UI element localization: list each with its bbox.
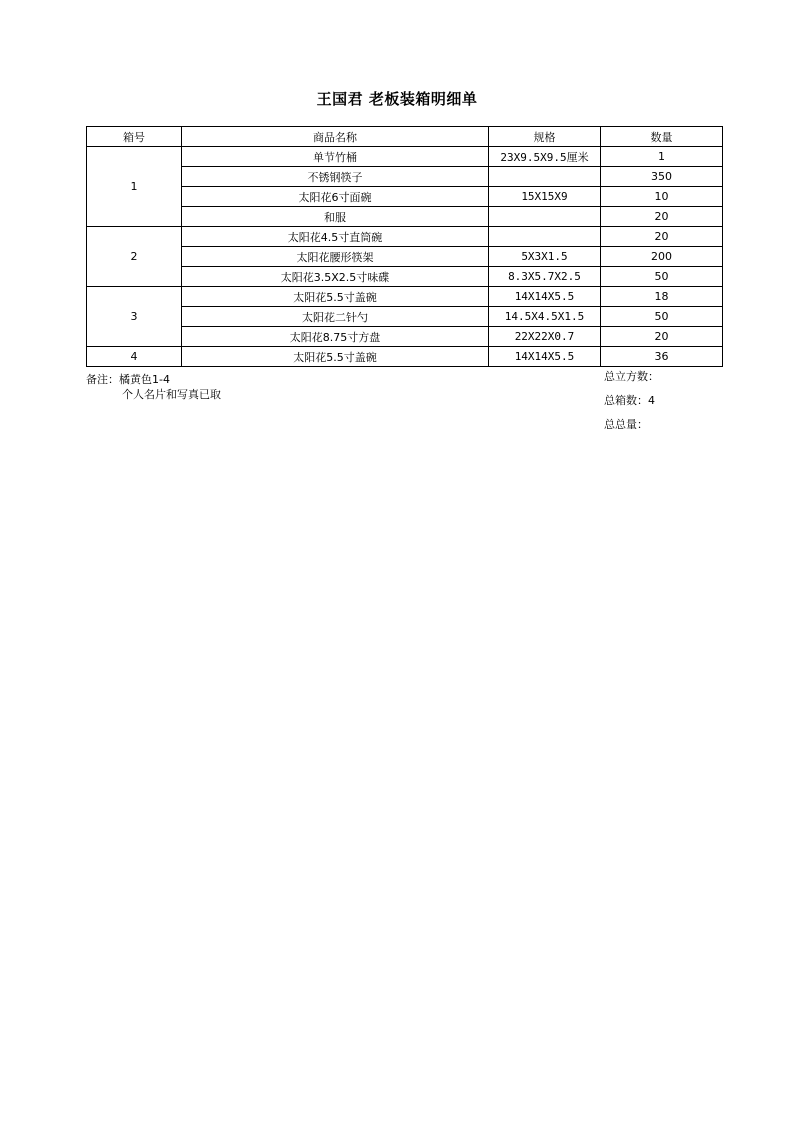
product-name-cell: 太阳花5.5寸盖碗: [182, 287, 489, 307]
table-row: [87, 247, 723, 267]
table-row: [87, 267, 723, 287]
spec-cell: 22X22X0.7: [489, 327, 601, 347]
table-header-row: [87, 127, 723, 147]
total-boxes: 总箱数：4: [604, 394, 655, 407]
product-name-cell: 太阳花5.5寸盖碗: [182, 347, 489, 367]
total-weight: 总总量：: [604, 418, 648, 431]
totals: [604, 370, 659, 442]
notes: [86, 372, 221, 402]
box-number-cell: 1: [87, 147, 182, 227]
product-name-cell: 和服: [182, 207, 489, 227]
product-name-cell: 太阳花6寸面碗: [182, 187, 489, 207]
quantity-cell: 50: [601, 267, 723, 287]
table-row: [87, 327, 723, 347]
quantity-cell: 200: [601, 247, 723, 267]
product-name-cell: 太阳花3.5X2.5寸味碟: [182, 267, 489, 287]
spec-cell: 14X14X5.5: [489, 287, 601, 307]
spec-cell: [489, 227, 601, 247]
quantity-cell: 20: [601, 327, 723, 347]
box-number-cell: 2: [87, 227, 182, 287]
table-row: [87, 167, 723, 187]
spec-cell: 5X3X1.5: [489, 247, 601, 267]
header-quantity: 数量: [601, 127, 723, 147]
page-title: 王国君 老板装箱明细单: [316, 90, 478, 108]
product-name-cell: 不锈钢筷子: [182, 167, 489, 187]
total-volume: 总立方数：: [604, 370, 659, 383]
table-row: [87, 227, 723, 247]
quantity-cell: 50: [601, 307, 723, 327]
box-number-cell: 4: [87, 347, 182, 367]
spec-cell: 14.5X4.5X1.5: [489, 307, 601, 327]
spec-cell: [489, 167, 601, 187]
spec-cell: [489, 207, 601, 227]
table-row: [87, 207, 723, 227]
header-box-number: 箱号: [87, 127, 182, 147]
table-row: [87, 187, 723, 207]
quantity-cell: 350: [601, 167, 723, 187]
box-number-cell: 3: [87, 287, 182, 347]
header-product-name: 商品名称: [182, 127, 489, 147]
note-line-1: 备注：橘黄色1-4: [86, 373, 170, 386]
product-name-cell: 太阳花4.5寸直筒碗: [182, 227, 489, 247]
product-name-cell: 单节竹桶: [182, 147, 489, 167]
product-name-cell: 太阳花腰形筷架: [182, 247, 489, 267]
quantity-cell: 18: [601, 287, 723, 307]
product-name-cell: 太阳花二针勺: [182, 307, 489, 327]
product-name-cell: 太阳花8.75寸方盘: [182, 327, 489, 347]
quantity-cell: 20: [601, 207, 723, 227]
header-spec: 规格: [489, 127, 601, 147]
table-row: [87, 287, 723, 307]
note-line-2: 个人名片和写真已取: [122, 388, 221, 401]
quantity-cell: 1: [601, 147, 723, 167]
packing-table: [86, 126, 723, 367]
table-row: [87, 347, 723, 367]
spec-cell: 15X15X9: [489, 187, 601, 207]
table-row: [87, 147, 723, 167]
table-body: [87, 147, 723, 367]
spec-cell: 14X14X5.5: [489, 347, 601, 367]
spec-cell: 23X9.5X9.5厘米: [489, 147, 601, 167]
quantity-cell: 36: [601, 347, 723, 367]
spec-cell: 8.3X5.7X2.5: [489, 267, 601, 287]
quantity-cell: 10: [601, 187, 723, 207]
quantity-cell: 20: [601, 227, 723, 247]
table-row: [87, 307, 723, 327]
